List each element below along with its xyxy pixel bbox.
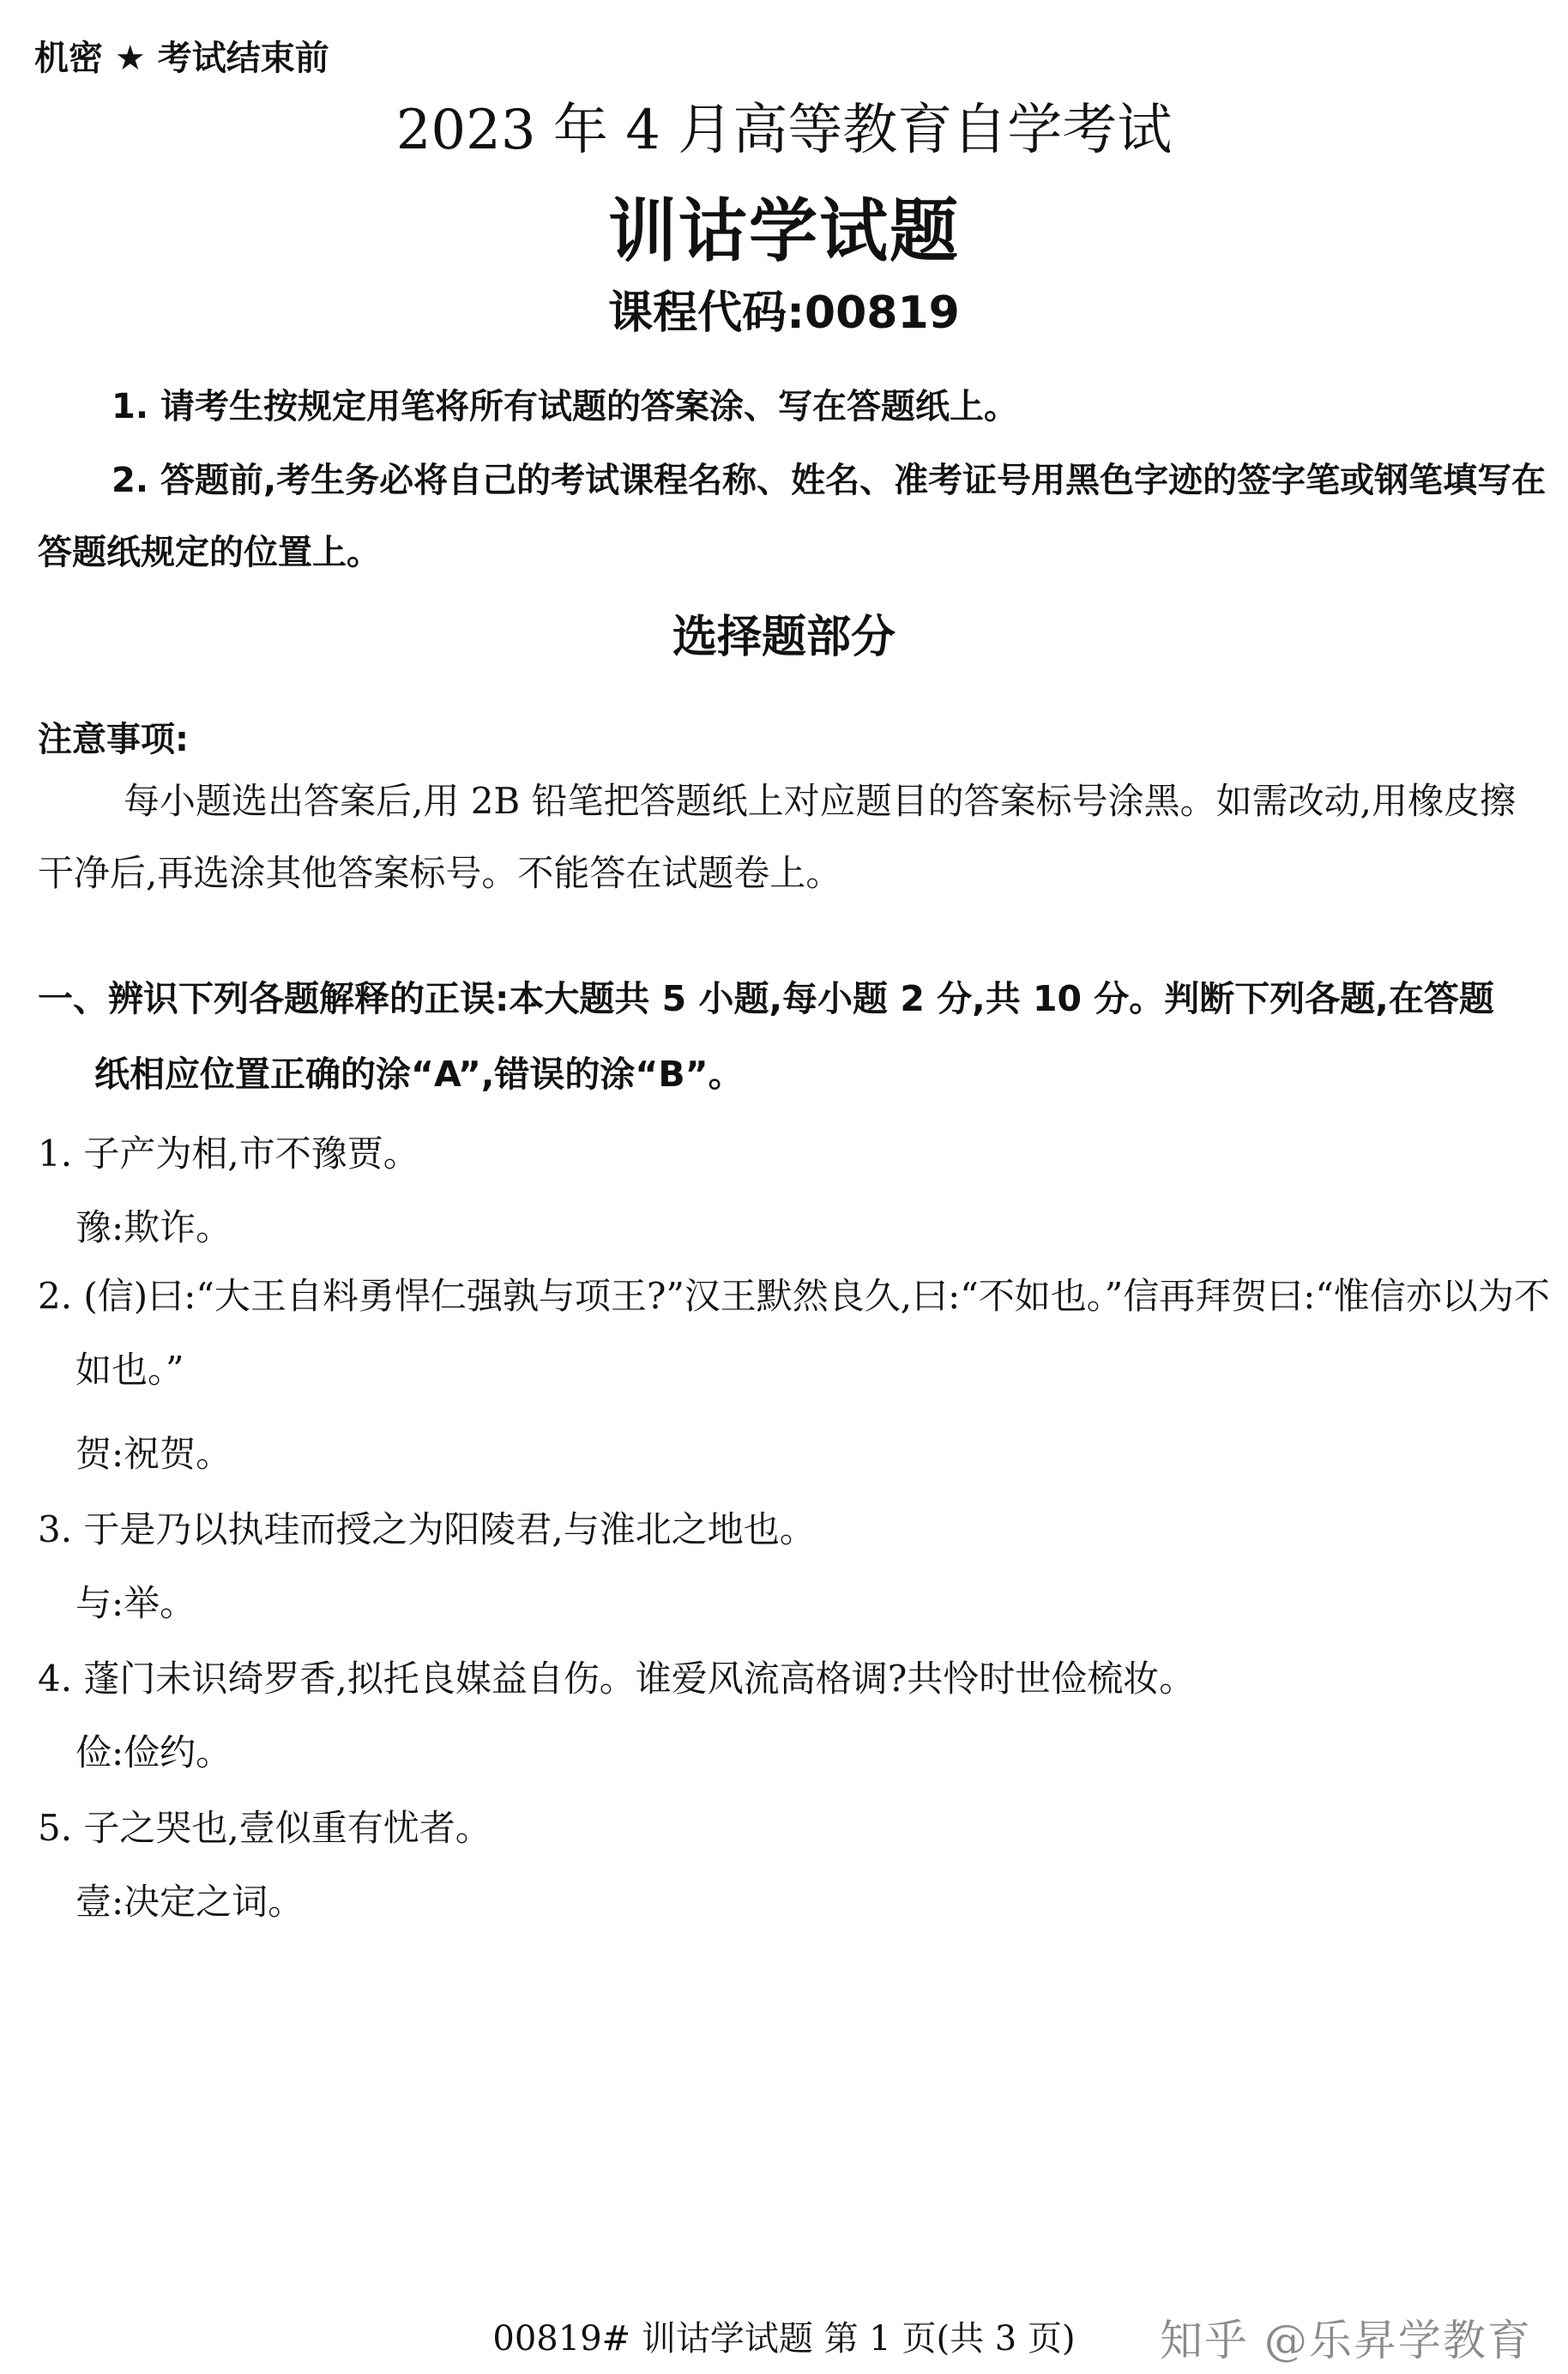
question-gloss: 与:举。: [75, 1582, 196, 1624]
exam-title: 2023 年 4 月高等教育自学考试: [395, 99, 1173, 162]
question-text: 3. 于是乃以执珪而授之为阳陵君,与淮北之地也。: [38, 1508, 816, 1550]
question-text: 2. (信)曰:“大王自料勇悍仁强孰与项王?”汉王默然良久,曰:“不如也。”信再拜贺曰:“惟信亦以为不如也。”: [38, 1275, 1550, 1391]
question-gloss: 俭:俭约。: [75, 1731, 232, 1773]
question-text: 1. 子产为相,市不豫贾。: [38, 1133, 419, 1175]
confidential-label: 机密 ★ 考试结束前: [34, 39, 329, 78]
notice-heading: 注意事项:: [38, 720, 189, 759]
page-footer: 00819# 训诂学试题 第 1 页(共 3 页): [492, 2319, 1076, 2359]
course-code: 课程代码:00819: [608, 287, 960, 339]
part-one-heading-line: 一、辨识下列各题解释的正误:本大题共 5 小题,每小题 2 分,共 10 分。判断下列各题,在答题: [38, 978, 1494, 1019]
section-title: 选择题部分: [672, 612, 896, 663]
part-one-heading: [38, 961, 1547, 1112]
notice-body: 每小题选出答案后,用 2B 铅笔把答题纸上对应题目的答案标号涂黑。如需改动,用橡皮擦干净后,再选涂其他答案标号。不能答在试题卷上。: [38, 780, 1516, 894]
question-text: 4. 蓬门未识绮罗香,拟托良媒益自伤。谁爱风流高格调?共怜时世俭梳妆。: [38, 1658, 1196, 1700]
subject-title: 训诂学试题: [608, 191, 960, 271]
question-text: 5. 子之哭也,壹似重有忧者。: [38, 1807, 492, 1849]
watermark: 知乎 @乐昇学教育: [1160, 2316, 1532, 2365]
instruction-item: 2. 答题前,考生务必将自己的考试课程名称、姓名、准考证号用黑色字迹的签字笔或钢笔填写在答题纸规定的位置上。: [38, 461, 1547, 572]
question-gloss: 贺:祝贺。: [75, 1433, 232, 1475]
instruction-item: 1. 请考生按规定用笔将所有试题的答案涂、写在答题纸上。: [112, 387, 1018, 426]
part-one-heading-line: 纸相应位置正确的涂“A”,错误的涂“B”。: [94, 1054, 744, 1095]
question-gloss: 壹:决定之词。: [75, 1881, 305, 1923]
question-gloss: 豫:欺诈。: [75, 1206, 232, 1248]
